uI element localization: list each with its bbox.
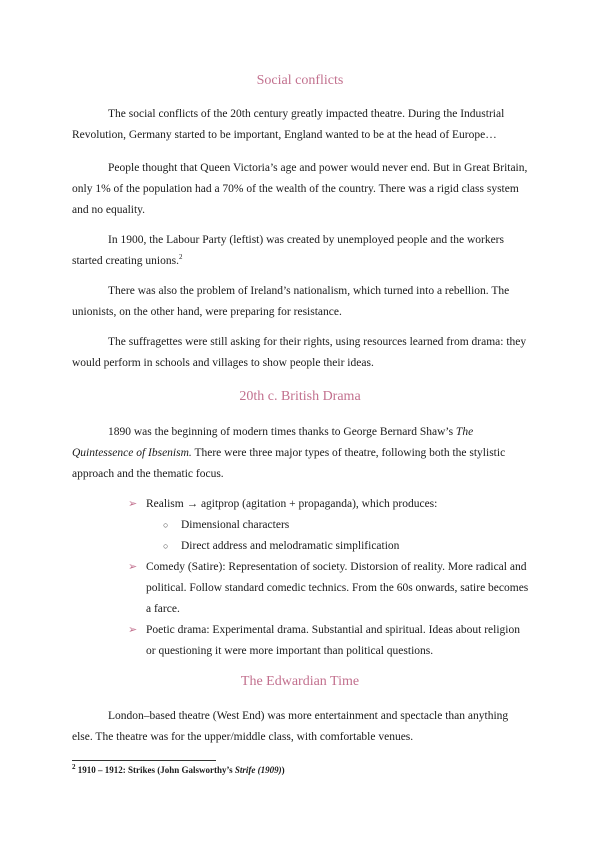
sub-list-item: ○ Direct address and melodramatic simplification	[128, 536, 530, 557]
paragraph-social-1: The social conflicts of the 20th century greatly impacted theatre. During the Industrial Revolution, Germany started to be important, England wanted to be at the head of Europe…	[72, 108, 505, 141]
theatre-types-list	[128, 494, 530, 662]
paragraph-social-4: There was also the problem of Ireland’s nationalism, which turned into a rebellion. The unionists, on the other hand, were preparing for resistance.	[72, 285, 510, 318]
section-heading-edwardian-time: The Edwardian Time	[240, 674, 360, 689]
paragraph-social-2: People thought that Queen Victoria’s age and power would never end. But in Great Britain, only 1% of the population had a 70% of the wealth of the country. There was a rigid class system and no equality.	[72, 162, 528, 216]
circle-bullet-icon: ○	[163, 541, 169, 551]
arrow-bullet-icon: ➢	[128, 561, 138, 573]
arrow-bullet-icon: ➢	[128, 498, 138, 510]
paragraph-edwardian-1: London–based theatre (West End) was more entertainment and spectacle than anything else. The theatre was for the upper/middle class, with comfortable venues.	[72, 710, 509, 743]
paragraph-drama-intro: 1890 was the beginning of modern times thanks to George Bernard Shaw’s The Quintessence of Ibsenism. There were three major types of theatre, following both the stylistic approach and the thematic focus.	[72, 426, 506, 480]
section-heading-social-conflicts: Social conflicts	[256, 73, 344, 88]
footnote-ref: 2	[178, 253, 183, 262]
circle-bullet-icon: ○	[163, 520, 169, 530]
work-title: The Quintessence of Ibsenism.	[72, 426, 474, 459]
section-heading-british-drama: 20th c. British Drama	[239, 389, 361, 404]
sub-list-item: ○ Dimensional characters	[128, 515, 530, 536]
arrow-bullet-icon: ➢	[128, 624, 138, 636]
footnote-separator	[72, 760, 216, 761]
paragraph-social-5: The suffragettes were still asking for their rights, using resources learned from drama: they would perform in schools and villages to show people their ideas.	[72, 336, 527, 369]
list-item: ➢ Poetic drama: Experimental drama. Substantial and spiritual. Ideas about religion or questioning it were more important than political questions.	[128, 620, 530, 662]
list-item: ➢ Realism → agitprop (agitation + propaganda), which produces:	[128, 494, 530, 515]
footnote: $^2$ 1910 – 1912: Strikes (John Galsworthy’s Strife (1909))	[72, 763, 285, 775]
paragraph-social-3: In 1900, the Labour Party (leftist) was created by unemployed people and the workers started creating unions.$^2$	[72, 234, 504, 267]
list-item: ➢ Comedy (Satire): Representation of society. Distorsion of reality. More radical and political. Follow standard comedic technics. From the 60s onwards, satire becomes a farce.	[128, 557, 530, 620]
